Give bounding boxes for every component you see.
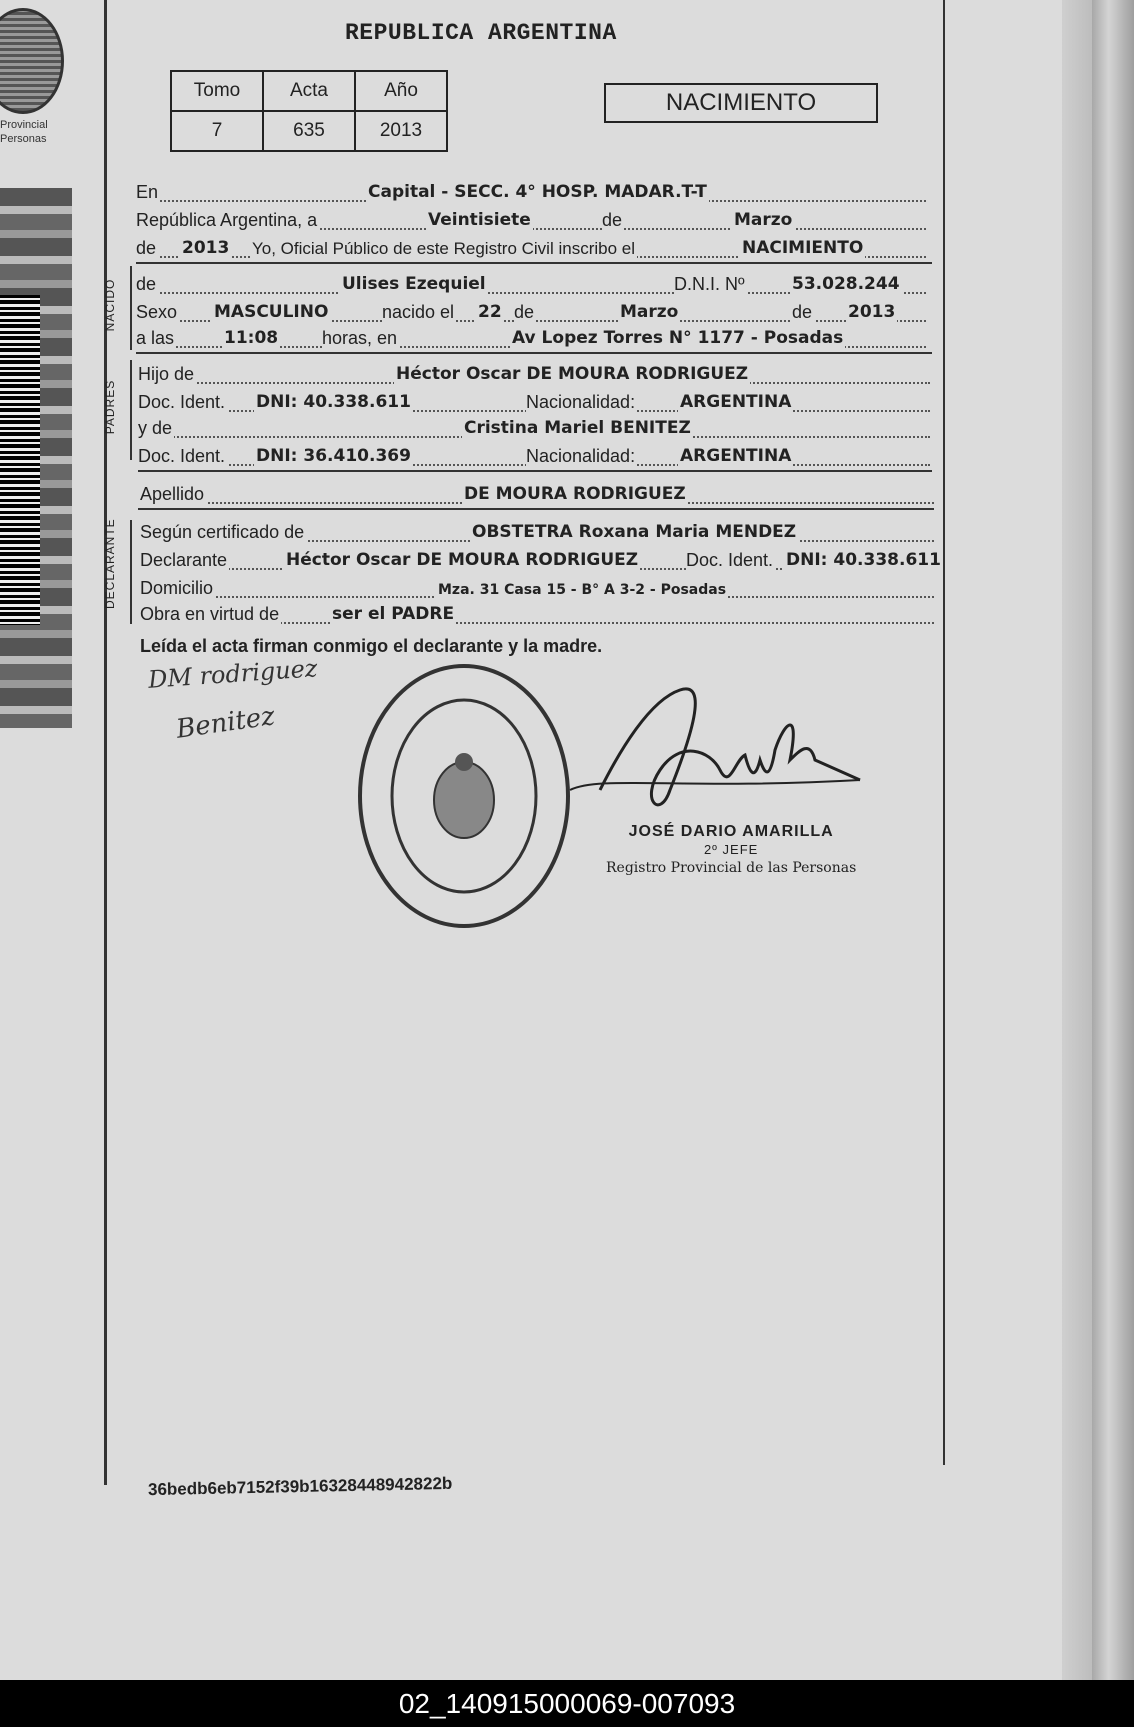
book-spine <box>1092 0 1134 1680</box>
horas-label: horas, en <box>322 328 398 348</box>
left-margin <box>0 0 80 740</box>
padres-bracket <box>130 360 132 460</box>
en-label: En <box>136 182 159 202</box>
nacionalidad-label: Nacionalidad: <box>526 392 636 412</box>
declarante-line-4 <box>140 600 934 626</box>
mother-signature: Benitez <box>174 701 277 745</box>
dni-label: D.N.I. Nº <box>674 274 745 294</box>
day-value: Veintisiete <box>428 210 531 230</box>
nacido-section-label: NACIDO <box>103 278 117 332</box>
document-hash: 36bedb6eb7152f39b16328448942822b <box>147 1473 453 1500</box>
section-divider <box>136 352 932 354</box>
child-name-value: Ulises Ezequiel <box>342 274 486 294</box>
nacido-bracket <box>130 266 132 350</box>
declarante-line-3 <box>140 574 934 600</box>
padres-line-3 <box>138 414 930 440</box>
padres-line-2 <box>138 388 930 414</box>
table-header: Tomo <box>171 71 263 111</box>
closing-statement: Leída el acta firman conmigo el declarante y la madre. <box>140 636 603 656</box>
nacido-line-2 <box>136 298 926 324</box>
inscribo-label: Yo, Oficial Público de este Registro Civil inscribo el <box>252 239 635 258</box>
obra-value: ser el PADRE <box>332 604 455 624</box>
page-title: REPUBLICA ARGENTINA <box>345 20 617 46</box>
padres-line-4 <box>138 442 930 468</box>
child-dni-value: 53.028.244 <box>792 274 900 294</box>
declarante-line-1 <box>140 518 934 544</box>
birth-day-value: 22 <box>478 302 502 322</box>
domicilio-value: Mza. 31 Casa 15 - B° A 3-2 - Posadas <box>438 582 727 598</box>
nacido-line-1 <box>136 270 926 296</box>
section-divider <box>138 470 932 472</box>
declarante-value: Héctor Oscar DE MOURA RODRIGUEZ <box>286 550 639 570</box>
de-label: de <box>514 302 535 322</box>
image-id-footer: 02_140915000069-007093 <box>0 1680 1134 1727</box>
intro-line-3 <box>136 234 926 260</box>
de-label: de <box>136 274 157 294</box>
nacido-line-3 <box>136 324 926 350</box>
nacionalidad-label: Nacionalidad: <box>526 446 636 466</box>
registry-logo-icon <box>0 8 64 114</box>
certificado-label: Según certificado de <box>140 522 305 542</box>
table-header: Año <box>355 71 447 111</box>
table-row <box>171 111 447 151</box>
left-office-text: Provincial Personas <box>0 119 48 145</box>
table-cell: 7 <box>171 111 263 151</box>
inscribo-value: NACIMIENTO <box>742 238 864 258</box>
birth-month-value: Marzo <box>620 302 679 322</box>
intro-line-1 <box>136 178 926 204</box>
domicilio-label: Domicilio <box>140 578 214 598</box>
a-las-label: a las <box>136 328 175 348</box>
hijo-de-label: Hijo de <box>138 364 195 384</box>
record-type-box: NACIMIENTO <box>604 83 878 123</box>
declarante-bracket <box>130 520 132 624</box>
book-edge <box>1062 0 1092 1680</box>
table-cell: 635 <box>263 111 355 151</box>
de-label: de <box>792 302 813 322</box>
declarant-signature: DM rodriguez <box>147 654 319 694</box>
official-seal-icon <box>355 660 573 932</box>
official-signature-icon <box>560 680 880 830</box>
father-name-value: Héctor Oscar DE MOURA RODRIGUEZ <box>396 364 749 384</box>
de-label: de <box>602 210 623 230</box>
official-role: 2º JEFE <box>703 842 759 857</box>
father-doc-value: DNI: 40.338.611 <box>256 392 411 412</box>
birth-location-value: Av Lopez Torres N° 1177 - Posadas <box>512 328 844 348</box>
time-value: 11:08 <box>224 328 279 348</box>
barcode-icon <box>0 295 40 625</box>
padres-section-label: PADRES <box>103 379 117 435</box>
sexo-value: MASCULINO <box>214 302 329 322</box>
republica-label: República Argentina, a <box>136 210 318 230</box>
table-header: Acta <box>263 71 355 111</box>
doc-ident-label: Doc. Ident. <box>138 392 226 412</box>
official-office: Registro Provincial de las Personas <box>606 860 857 876</box>
declarante-line-2 <box>140 546 941 572</box>
father-nationality-value: ARGENTINA <box>680 392 792 412</box>
y-de-label: y de <box>138 418 173 438</box>
right-border-line <box>943 0 945 1465</box>
declarante-section-label: DECLARANTE <box>103 518 117 609</box>
mother-nationality-value: ARGENTINA <box>680 446 792 466</box>
birth-year-value: 2013 <box>848 302 896 322</box>
section-divider <box>136 262 932 264</box>
mother-doc-value: DNI: 36.410.369 <box>256 446 411 466</box>
table-header-row <box>171 71 447 111</box>
mother-name-value: Cristina Mariel BENITEZ <box>464 418 691 438</box>
left-border-line <box>104 0 107 1485</box>
doc-ident-label: Doc. Ident. <box>686 550 774 570</box>
apellido-value: DE MOURA RODRIGUEZ <box>464 484 686 504</box>
doc-ident-label: Doc. Ident. <box>138 446 226 466</box>
sexo-label: Sexo <box>136 302 178 322</box>
registry-table <box>170 70 448 152</box>
official-info <box>606 823 856 877</box>
padres-line-1 <box>138 360 930 386</box>
place-value: Capital - SECC. 4° HOSP. MADAR.T-T <box>368 182 707 202</box>
apellido-line <box>140 480 934 506</box>
official-name: JOSÉ DARIO AMARILLA <box>628 823 834 840</box>
year-value: 2013 <box>182 238 230 258</box>
table-cell: 2013 <box>355 111 447 151</box>
apellido-label: Apellido <box>140 484 205 504</box>
year-prefix-label: de <box>136 238 157 258</box>
declarante-label: Declarante <box>140 550 228 570</box>
certificado-value: OBSTETRA Roxana Maria MENDEZ <box>472 522 797 542</box>
declarante-doc-value: DNI: 40.338.611 <box>786 550 941 570</box>
month-value: Marzo <box>734 210 793 230</box>
obra-label: Obra en virtud de <box>140 604 280 624</box>
section-divider <box>138 508 934 510</box>
intro-line-2 <box>136 206 926 232</box>
nacido-el-label: nacido el <box>382 302 455 322</box>
